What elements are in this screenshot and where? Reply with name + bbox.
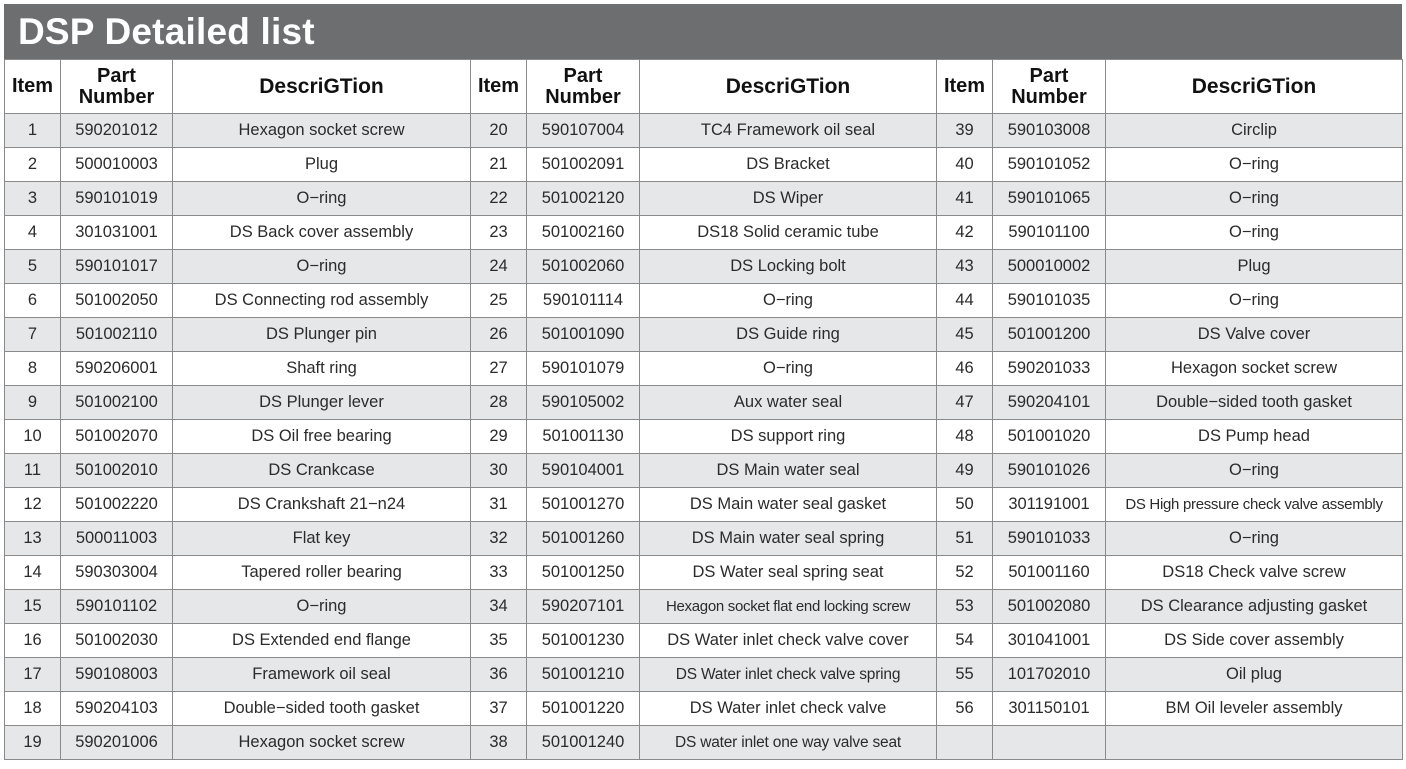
item-cell: 10 [5, 420, 61, 454]
part-number-cell: 501001250 [527, 556, 640, 590]
description-cell: Hexagon socket screw [1106, 352, 1403, 386]
description-cell: Hexagon socket screw [173, 114, 471, 148]
part-number-cell: 590101026 [993, 454, 1106, 488]
item-cell: 7 [5, 318, 61, 352]
table-row [5, 624, 1403, 658]
table-row [5, 250, 1403, 284]
description-cell: DS Connecting rod assembly [173, 284, 471, 318]
item-cell: 31 [471, 488, 527, 522]
description-cell: DS Crankshaft 21−n24 [173, 488, 471, 522]
part-number-cell: 500010002 [993, 250, 1106, 284]
description-cell: TC4 Framework oil seal [640, 114, 937, 148]
description-cell: Double−sided tooth gasket [1106, 386, 1403, 420]
description-header: DescriGTion [1106, 60, 1403, 114]
item-cell: 3 [5, 182, 61, 216]
description-cell [1106, 726, 1403, 760]
item-cell: 14 [5, 556, 61, 590]
item-cell: 54 [937, 624, 993, 658]
item-cell: 48 [937, 420, 993, 454]
description-cell: DS Side cover assembly [1106, 624, 1403, 658]
item-cell: 37 [471, 692, 527, 726]
table-row [5, 488, 1403, 522]
description-cell: Shaft ring [173, 352, 471, 386]
part-number-cell: 501001240 [527, 726, 640, 760]
table-row [5, 284, 1403, 318]
description-header: DescriGTion [640, 60, 937, 114]
part-number-cell: 500011003 [61, 522, 173, 556]
description-cell: Circlip [1106, 114, 1403, 148]
description-cell: Oil plug [1106, 658, 1403, 692]
part-header-line1: Part [563, 64, 603, 87]
description-cell: O−ring [1106, 284, 1403, 318]
part-number-cell: 590103008 [993, 114, 1106, 148]
description-cell: O−ring [173, 182, 471, 216]
part-number-cell: 500010003 [61, 148, 173, 182]
item-cell: 27 [471, 352, 527, 386]
item-cell: 46 [937, 352, 993, 386]
description-cell: O−ring [640, 352, 937, 386]
item-cell: 56 [937, 692, 993, 726]
part-number-cell: 501001130 [527, 420, 640, 454]
description-cell: DS Main water seal [640, 454, 937, 488]
part-number-cell: 501001200 [993, 318, 1106, 352]
part-number-cell: 590303004 [61, 556, 173, 590]
part-number-cell: 590107004 [527, 114, 640, 148]
part-header-line1: Part [1029, 64, 1069, 87]
part-number-cell: 501001210 [527, 658, 640, 692]
part-number-cell: 590204103 [61, 692, 173, 726]
part-number-header [993, 60, 1106, 114]
description-cell: DS Water inlet check valve cover [640, 624, 937, 658]
item-cell: 45 [937, 318, 993, 352]
table-row [5, 352, 1403, 386]
description-cell: O−ring [173, 590, 471, 624]
part-number-cell: 501001160 [993, 556, 1106, 590]
table-row [5, 182, 1403, 216]
item-cell: 26 [471, 318, 527, 352]
part-number-cell: 501002070 [61, 420, 173, 454]
item-header: Item [937, 60, 993, 114]
item-cell: 18 [5, 692, 61, 726]
table-row [5, 386, 1403, 420]
item-cell: 38 [471, 726, 527, 760]
part-number-cell: 590101033 [993, 522, 1106, 556]
description-cell: O−ring [1106, 182, 1403, 216]
description-cell: O−ring [1106, 148, 1403, 182]
title-bar [4, 4, 1402, 59]
item-cell: 40 [937, 148, 993, 182]
part-number-cell: 501001270 [527, 488, 640, 522]
item-cell: 51 [937, 522, 993, 556]
table-row [5, 692, 1403, 726]
item-cell: 16 [5, 624, 61, 658]
description-cell: DS Guide ring [640, 318, 937, 352]
description-cell: Tapered roller bearing [173, 556, 471, 590]
description-cell: DS Crankcase [173, 454, 471, 488]
part-number-cell: 501001230 [527, 624, 640, 658]
description-cell: DS Main water seal gasket [640, 488, 937, 522]
item-cell: 19 [5, 726, 61, 760]
description-cell: DS Plunger lever [173, 386, 471, 420]
part-number-header [527, 60, 640, 114]
description-cell: DS Water inlet check valve [640, 692, 937, 726]
description-header: DescriGTion [173, 60, 471, 114]
part-header-line2: Number [545, 85, 621, 108]
header-row [5, 60, 1403, 114]
description-cell: O−ring [1106, 454, 1403, 488]
part-number-cell: 590101019 [61, 182, 173, 216]
part-number-cell: 501002220 [61, 488, 173, 522]
description-cell: DS18 Solid ceramic tube [640, 216, 937, 250]
item-cell: 13 [5, 522, 61, 556]
description-cell: Plug [173, 148, 471, 182]
description-cell: DS support ring [640, 420, 937, 454]
part-number-cell: 301191001 [993, 488, 1106, 522]
item-cell: 23 [471, 216, 527, 250]
item-cell: 28 [471, 386, 527, 420]
item-header: Item [471, 60, 527, 114]
description-cell: DS Oil free bearing [173, 420, 471, 454]
table-row [5, 590, 1403, 624]
part-header-line2: Number [1011, 85, 1087, 108]
item-cell: 29 [471, 420, 527, 454]
item-cell: 49 [937, 454, 993, 488]
item-cell: 11 [5, 454, 61, 488]
table-row [5, 726, 1403, 760]
item-cell: 30 [471, 454, 527, 488]
item-cell: 47 [937, 386, 993, 420]
item-cell: 1 [5, 114, 61, 148]
table-body [5, 114, 1403, 760]
part-number-cell: 301041001 [993, 624, 1106, 658]
description-cell: DS water inlet one way valve seat [640, 726, 937, 760]
item-cell: 24 [471, 250, 527, 284]
description-cell: DS Locking bolt [640, 250, 937, 284]
description-cell: DS Wiper [640, 182, 937, 216]
table-row [5, 318, 1403, 352]
item-cell: 22 [471, 182, 527, 216]
parts-table [4, 59, 1403, 760]
part-header-line1: Part [97, 64, 136, 87]
part-number-cell: 590207101 [527, 590, 640, 624]
item-cell: 15 [5, 590, 61, 624]
item-cell: 5 [5, 250, 61, 284]
part-number-cell: 501002091 [527, 148, 640, 182]
description-cell: Flat key [173, 522, 471, 556]
part-number-cell: 590204101 [993, 386, 1106, 420]
item-cell: 41 [937, 182, 993, 216]
item-cell: 33 [471, 556, 527, 590]
description-cell: DS Pump head [1106, 420, 1403, 454]
table-row [5, 522, 1403, 556]
description-cell: DS Back cover assembly [173, 216, 471, 250]
item-cell: 35 [471, 624, 527, 658]
item-cell: 25 [471, 284, 527, 318]
part-number-header [61, 60, 173, 114]
item-cell: 6 [5, 284, 61, 318]
part-number-cell: 590108003 [61, 658, 173, 692]
item-cell: 42 [937, 216, 993, 250]
description-cell: DS Main water seal spring [640, 522, 937, 556]
part-number-cell: 501002120 [527, 182, 640, 216]
description-cell: DS Water inlet check valve spring [640, 658, 937, 692]
table-row [5, 148, 1403, 182]
part-number-cell: 501001090 [527, 318, 640, 352]
part-number-cell: 590201006 [61, 726, 173, 760]
item-cell: 34 [471, 590, 527, 624]
description-cell: O−ring [1106, 522, 1403, 556]
table-row [5, 114, 1403, 148]
part-number-cell: 501001220 [527, 692, 640, 726]
part-number-cell: 501002060 [527, 250, 640, 284]
description-cell: Framework oil seal [173, 658, 471, 692]
part-number-cell: 501002050 [61, 284, 173, 318]
part-number-cell: 590101102 [61, 590, 173, 624]
page-title: DSP Detailed list [18, 11, 315, 52]
part-number-cell: 590101100 [993, 216, 1106, 250]
part-number-cell: 590101065 [993, 182, 1106, 216]
description-cell: O−ring [173, 250, 471, 284]
item-cell: 12 [5, 488, 61, 522]
part-number-cell: 301150101 [993, 692, 1106, 726]
part-number-cell: 501001020 [993, 420, 1106, 454]
part-number-cell: 590101079 [527, 352, 640, 386]
description-cell: Aux water seal [640, 386, 937, 420]
item-cell: 9 [5, 386, 61, 420]
part-number-cell: 590201033 [993, 352, 1106, 386]
description-cell: O−ring [640, 284, 937, 318]
part-number-cell [993, 726, 1106, 760]
item-cell: 52 [937, 556, 993, 590]
part-number-cell: 590101114 [527, 284, 640, 318]
table-row [5, 556, 1403, 590]
part-number-cell: 501002100 [61, 386, 173, 420]
description-cell: DS Extended end flange [173, 624, 471, 658]
part-number-cell: 590104001 [527, 454, 640, 488]
description-cell: O−ring [1106, 216, 1403, 250]
part-number-cell: 501001260 [527, 522, 640, 556]
description-cell: DS Bracket [640, 148, 937, 182]
part-header-line2: Number [78, 85, 155, 108]
part-number-cell: 501002010 [61, 454, 173, 488]
description-cell: Hexagon socket screw [173, 726, 471, 760]
description-cell: Plug [1106, 250, 1403, 284]
item-cell: 55 [937, 658, 993, 692]
part-number-cell: 590101052 [993, 148, 1106, 182]
description-cell: DS18 Check valve screw [1106, 556, 1403, 590]
item-cell: 36 [471, 658, 527, 692]
description-cell: DS Water seal spring seat [640, 556, 937, 590]
item-cell: 21 [471, 148, 527, 182]
table-row [5, 454, 1403, 488]
description-cell: BM Oil leveler assembly [1106, 692, 1403, 726]
description-cell: Double−sided tooth gasket [173, 692, 471, 726]
item-cell: 50 [937, 488, 993, 522]
part-number-cell: 590101035 [993, 284, 1106, 318]
part-number-cell: 590201012 [61, 114, 173, 148]
item-cell: 17 [5, 658, 61, 692]
item-cell: 53 [937, 590, 993, 624]
part-number-cell: 590206001 [61, 352, 173, 386]
item-cell: 32 [471, 522, 527, 556]
part-number-cell: 590105002 [527, 386, 640, 420]
table-row [5, 420, 1403, 454]
item-header: Item [5, 60, 61, 114]
table-row [5, 658, 1403, 692]
item-cell: 2 [5, 148, 61, 182]
description-cell: DS Clearance adjusting gasket [1106, 590, 1403, 624]
part-number-cell: 501002160 [527, 216, 640, 250]
part-number-cell: 501002030 [61, 624, 173, 658]
item-cell: 4 [5, 216, 61, 250]
item-cell: 8 [5, 352, 61, 386]
part-number-cell: 501002110 [61, 318, 173, 352]
item-cell: 44 [937, 284, 993, 318]
part-number-cell: 301031001 [61, 216, 173, 250]
description-cell: DS High pressure check valve assembly [1106, 488, 1403, 522]
item-cell: 20 [471, 114, 527, 148]
description-cell: DS Plunger pin [173, 318, 471, 352]
part-number-cell: 101702010 [993, 658, 1106, 692]
part-number-cell: 590101017 [61, 250, 173, 284]
item-cell: 39 [937, 114, 993, 148]
table-row [5, 216, 1403, 250]
part-number-cell: 501002080 [993, 590, 1106, 624]
item-cell: 43 [937, 250, 993, 284]
description-cell: Hexagon socket flat end locking screw [640, 590, 937, 624]
item-cell [937, 726, 993, 760]
description-cell: DS Valve cover [1106, 318, 1403, 352]
